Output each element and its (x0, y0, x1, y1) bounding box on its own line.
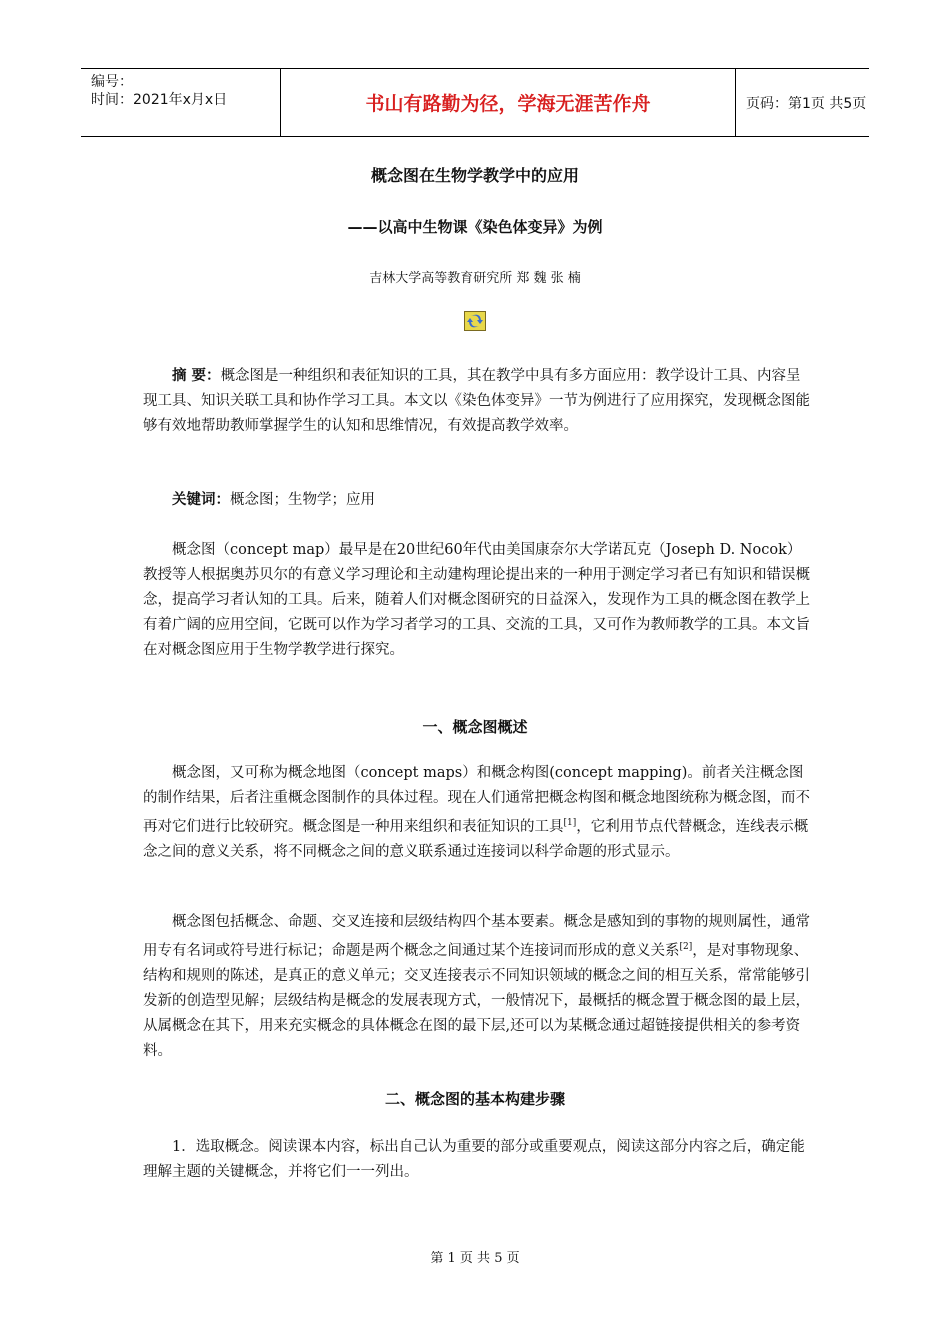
header-page-info: 页码：第1页 共5页 (746, 95, 867, 112)
page-subtitle: ——以高中生物课《染色体变异》为例 (347, 218, 603, 236)
section1-p2-text-cont: ，是对事物现象、结构和规则的陈述，是真正的意义单元；交叉连接表示不同知识领域的概念之间的相互关系，常常能够引发新的创造型见解；层级结构是概念的发展表现方式，一般情况下，最概括的概念置于概念图的最上层，从属概念在其下，用来充实概念的具体概念在图的最下层,还可以为某概念通过超链接提供相关的参考资料。 (143, 942, 810, 1059)
section2-step-1 (143, 1135, 815, 1185)
abstract-label: 摘 要： (172, 368, 221, 384)
section1-paragraph-1 (143, 761, 815, 865)
page-title: 概念图在生物学教学中的应用 (370, 166, 579, 185)
keywords-text: 概念图；生物学；应用 (230, 492, 375, 508)
step-1-text: 1．选取概念。阅读课本内容，标出自己认为重要的部分或重要观点，阅读这部分内容之后，确定能理解主题的关键概念，并将它们一一列出。 (143, 1139, 805, 1180)
section1-p2-text: 概念图包括概念、命题、交叉连接和层级结构四个基本要素。概念是感知到的事物的规则属性，通常用专有名词或符号进行标记；命题是两个概念之间通过某个连接词而形成的意义关系 (143, 914, 810, 959)
intro-text: 概念图（concept map）最早是在20世纪60年代由美国康奈尔大学诺瓦克（Joseph D. Nocok）教授等人根据奥苏贝尔的有意义学习理论和主动建构理论提出来的一种用于测定学习者已有知识和错误概念，提高学习者认知的工具。后来，随着人们对概念图研究的日益深入，发现作为工具的概念图在教学上有着广阔的应用空间，它既可以作为学习者学习的工具、交流的工具，又可作为教师教学的工具。本文旨在对概念图应用于生物学教学进行探究。 (143, 542, 810, 658)
keywords-paragraph (143, 488, 815, 513)
section1-paragraph-2 (143, 910, 815, 1064)
date-label: 时间：2021年x月x日 (91, 92, 228, 108)
embedded-object-icon (464, 311, 486, 331)
section-heading: 一、概念图概述 (422, 718, 528, 736)
citation-ref: [2] (679, 942, 693, 952)
keywords-label: 关键词： (172, 492, 230, 508)
header-meta (81, 69, 280, 136)
section1-p1-text-cont: ，它利用节点代替概念，连线表示概念之间的意义关系，将不同概念之间的意义联系通过连接词以科学命题的形式显示。 (143, 818, 809, 860)
section-heading: 二、概念图的基本构建步骤 (384, 1090, 565, 1108)
intro-paragraph (143, 538, 815, 663)
code-label: 编号： (91, 74, 133, 90)
authors-line: 吉林大学高等教育研究所 郑 魏 张 楠 (369, 271, 581, 286)
document-header (81, 68, 869, 137)
page-footer: 第 1 页 共 5 页 (430, 1251, 520, 1266)
header-motto: 书山有路勤为径，学海无涯苦作舟 (365, 93, 651, 115)
section1-p1-text: 概念图，又可称为概念地图（concept maps）和概念构图(concept mapping)。前者关注概念图的制作结果，后者注重概念图制作的具体过程。现在人们通常把概念构图和概念地图统称为概念图，而不再对它们进行比较研究。概念图是一种用来组织和表征知识的工具 (143, 765, 810, 835)
citation-ref: [1] (563, 818, 577, 828)
abstract-paragraph (143, 364, 815, 439)
abstract-text: 概念图是一种组织和表征知识的工具，其在教学中具有多方面应用：教学设计工具、内容呈现工具、知识关联工具和协作学习工具。本文以《染色体变异》一节为例进行了应用探究，发现概念图能够有效地帮助教师掌握学生的认知和思维情况，有效提高教学效率。 (143, 368, 810, 434)
